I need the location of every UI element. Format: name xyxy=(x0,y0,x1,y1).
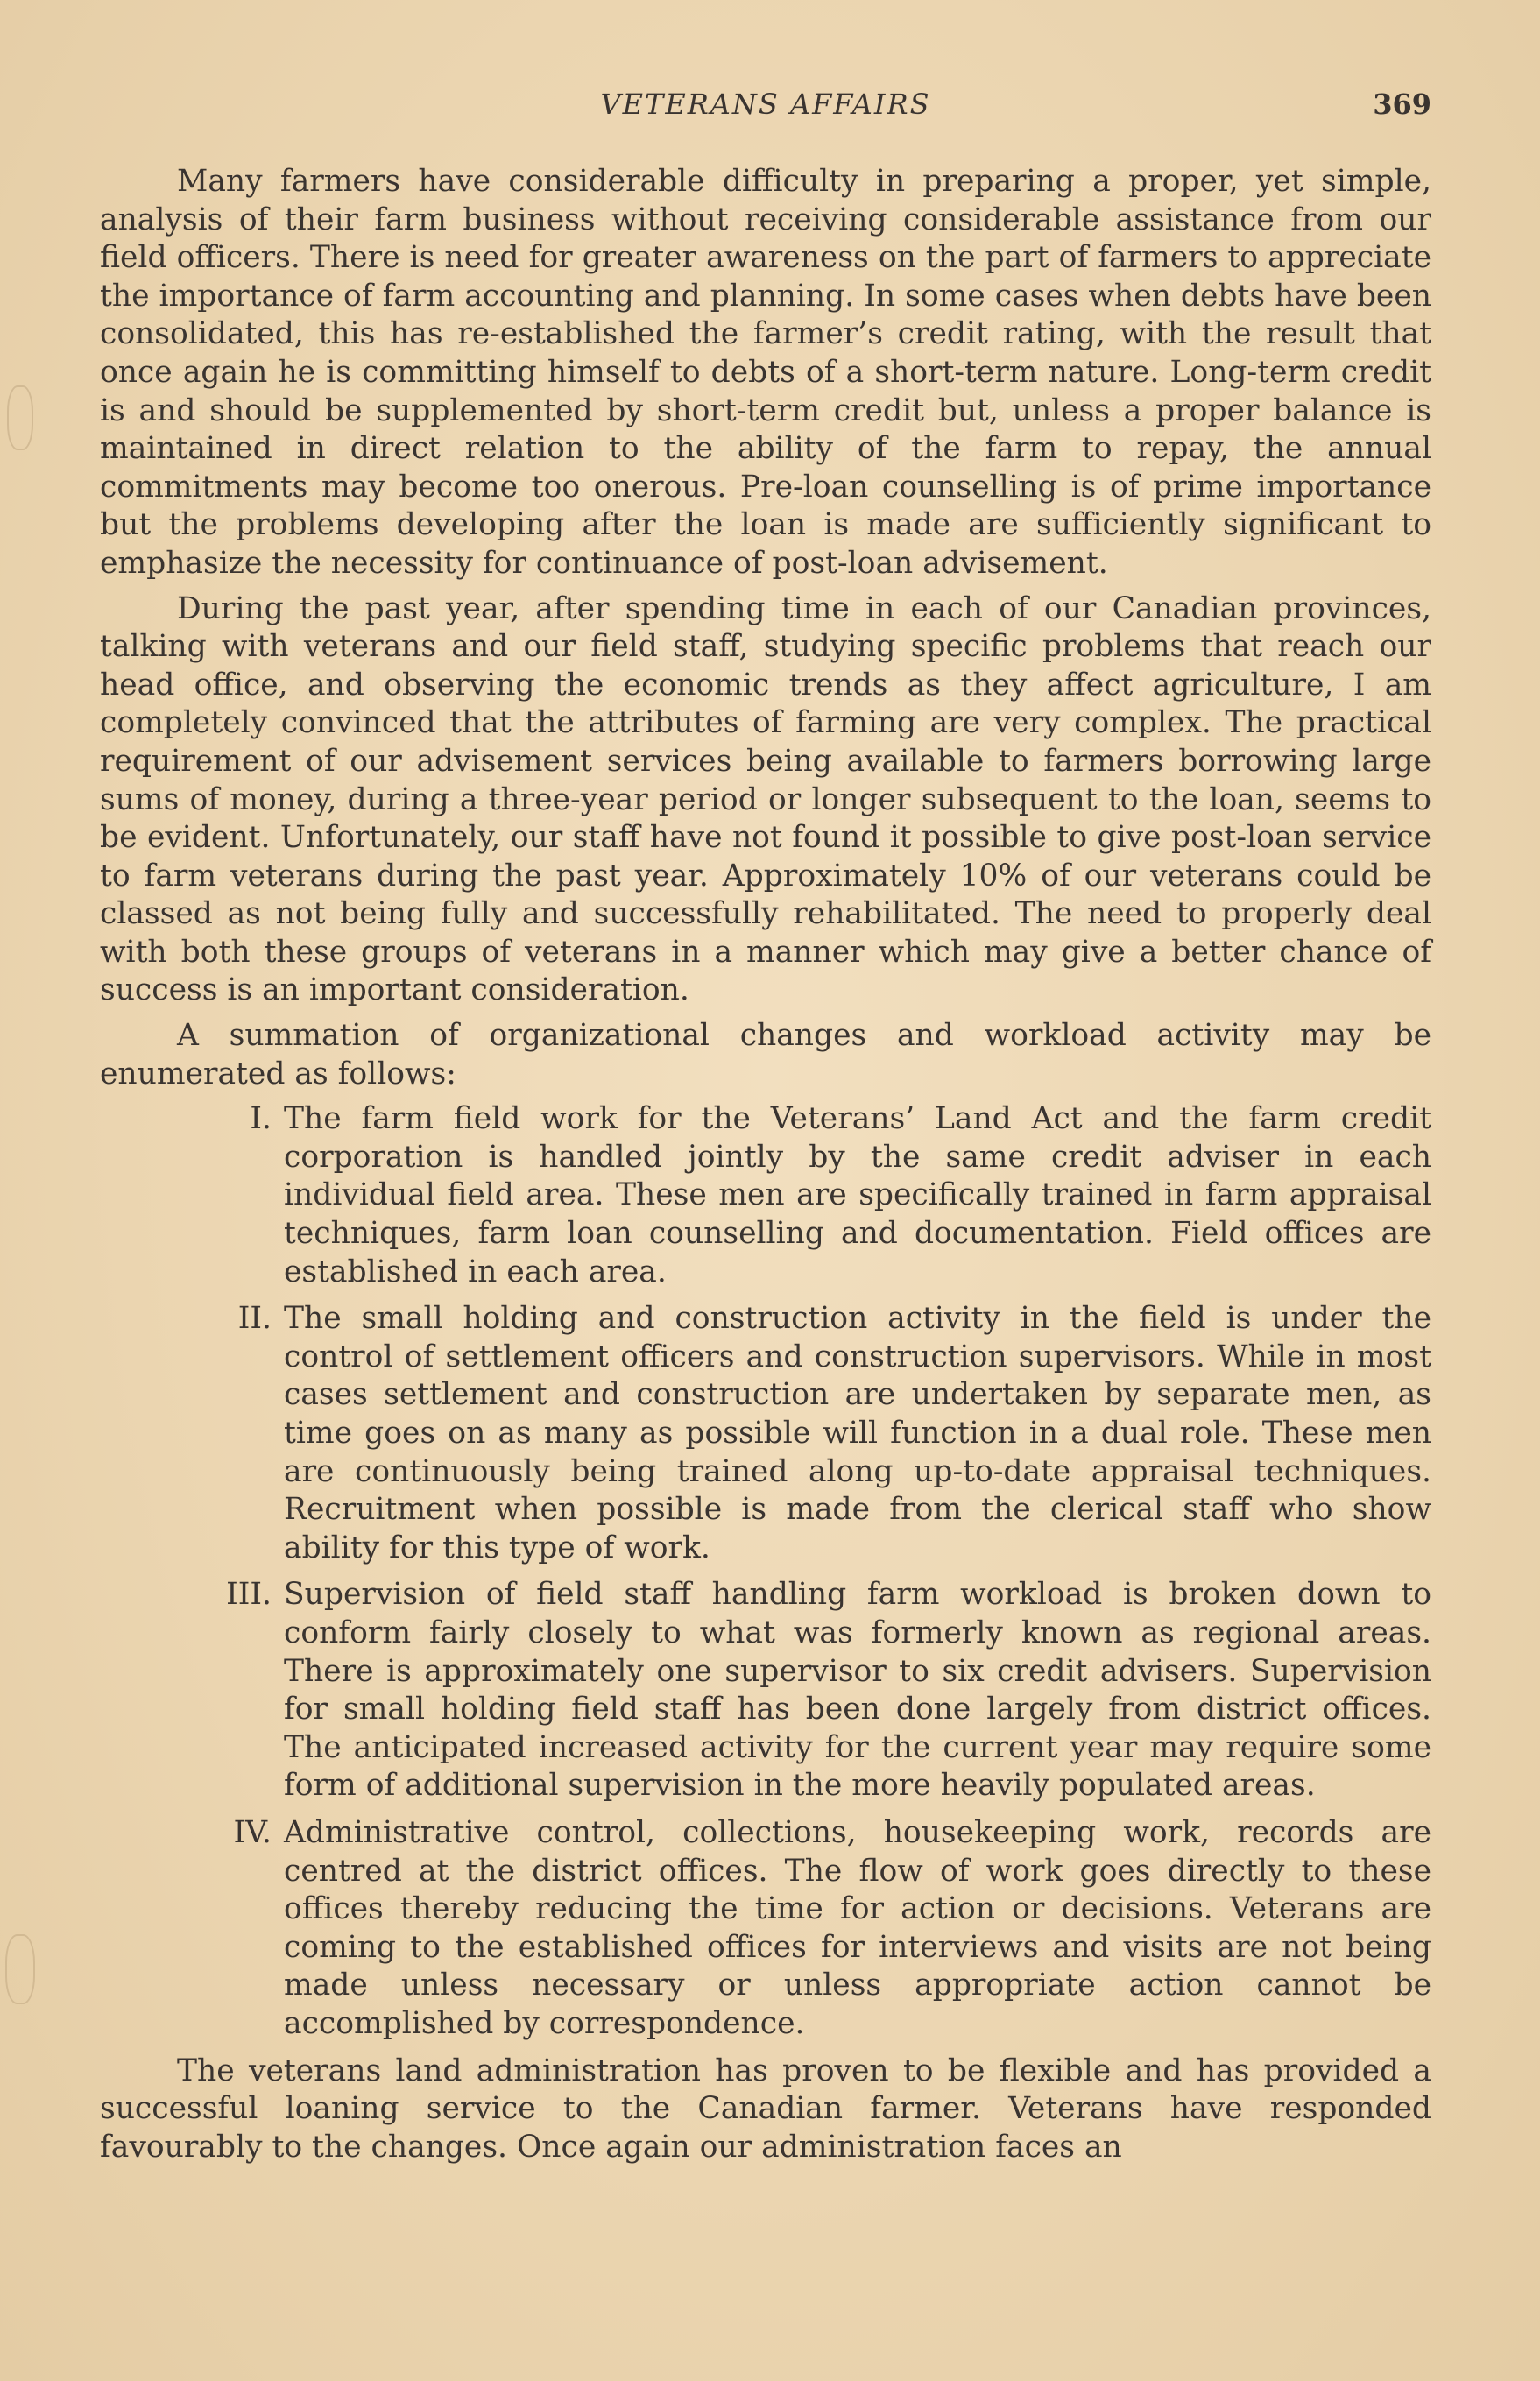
list-item-text: The farm field work for the Veterans’ Land Act and the farm credit corporation is handled jointly by the same credit adviser in each individual field area. These men are specifically trained in farm appraisal techniques, farm loan counselling and documentation. Field offices are established in each area. xyxy=(284,1101,1431,1289)
list-numeral: III. xyxy=(226,1577,272,1613)
binding-hole-mark-upper xyxy=(7,385,33,450)
list-numeral: II. xyxy=(237,1301,272,1337)
binding-hole-mark-lower xyxy=(5,1934,35,2004)
list-item-text: Supervision of field staff handling farm workload is broken down to conform fairly closely to what was formerly known as regional areas. There is approximately one supervisor to six credit advisers. Supervision for small holding field staff has been done largely from district offices. The anticipated increased activity for the current year may require some form of additional supervision in the more heavily populated areas. xyxy=(284,1577,1431,1804)
paragraph-farm-business-analysis: Many farmers have considerable difficulty in preparing a proper, yet simple, analysis of their farm business without receiving considerable assistance from our field officers. There is need for greater awareness on the part of farmers to appreciate the importance of farm accounting and planning. In some cases when debts have been consolidated, this has re-established the farmer’s credit rating, with the result that once again he is committing himself to debts of a short-term nature. Long-term credit is and should be supplemented by short-term credit but, unless a proper balance is maintained in direct relation to the ability of the farm to repay, the annual commitments may become too onerous. Pre-loan counselling is of prime importance but the problems developing after the loan is made are sufficiently significant to emphasize the necessity for continuance of post-loan advisement. xyxy=(100,164,1431,581)
body-text xyxy=(100,163,1431,2173)
list-item xyxy=(100,1100,1431,1291)
list-item-text: The small holding and construction activity in the field is under the control of settlement officers and construction supervisors. While in most cases settlement and construction are undertaken by separate men, as time goes on as many as possible will function in a dual role. These men are continuously being trained along up-to-date appraisal techniques. Recruitment when possible is made from the clerical staff who show ability for this type of work. xyxy=(284,1301,1431,1565)
list-numeral: I. xyxy=(250,1101,272,1137)
running-title: VETERANS AFFAIRS xyxy=(600,88,931,121)
list-item xyxy=(100,1814,1431,2044)
organizational-changes-list xyxy=(100,1100,1431,2043)
paragraph-past-year-observations: During the past year, after spending time in each of our Canadian provinces, talking with veterans and our field staff, studying specific problems that reach our head office, and observing the economic trends as they affect agriculture, I am completely convinced that the attributes of farming are very complex. The practical requirement of our advisement services being available to farmers borrowing large sums of money, during a three-year period or longer subsequent to the loan, seems to be evident. Unfortunately, our staff have not found it possible to give post-loan service to farm veterans during the past year. Approximately 10% of our veterans could be classed as not being fully and successfully rehabilitated. The need to properly deal with both these groups of veterans in a manner which may give a better chance of success is an important consideration. xyxy=(100,590,1431,1008)
list-numeral: IV. xyxy=(233,1814,272,1850)
list-item-text: Administrative control, collections, housekeeping work, records are centred at the district offices. The flow of work goes directly to these offices thereby reducing the time for action or decisions. Veterans are coming to the established offices for interviews and visits are not being made unless necessary or unless appropriate action cannot be accomplished by correspondence. xyxy=(284,1814,1431,2041)
paragraph-summation-intro: A summation of organizational changes and workload activity may be enumerated as follows: xyxy=(100,1018,1431,1092)
paragraph-closing: The veterans land administration has proven to be flexible and has provided a successful loaning service to the Canadian farmer. Veterans have responded favourably to the changes. Once again our administration faces an xyxy=(100,2052,1431,2165)
list-item xyxy=(100,1576,1431,1805)
list-item xyxy=(100,1300,1431,1567)
page-header xyxy=(100,88,1431,140)
page-number: 369 xyxy=(1373,88,1431,121)
